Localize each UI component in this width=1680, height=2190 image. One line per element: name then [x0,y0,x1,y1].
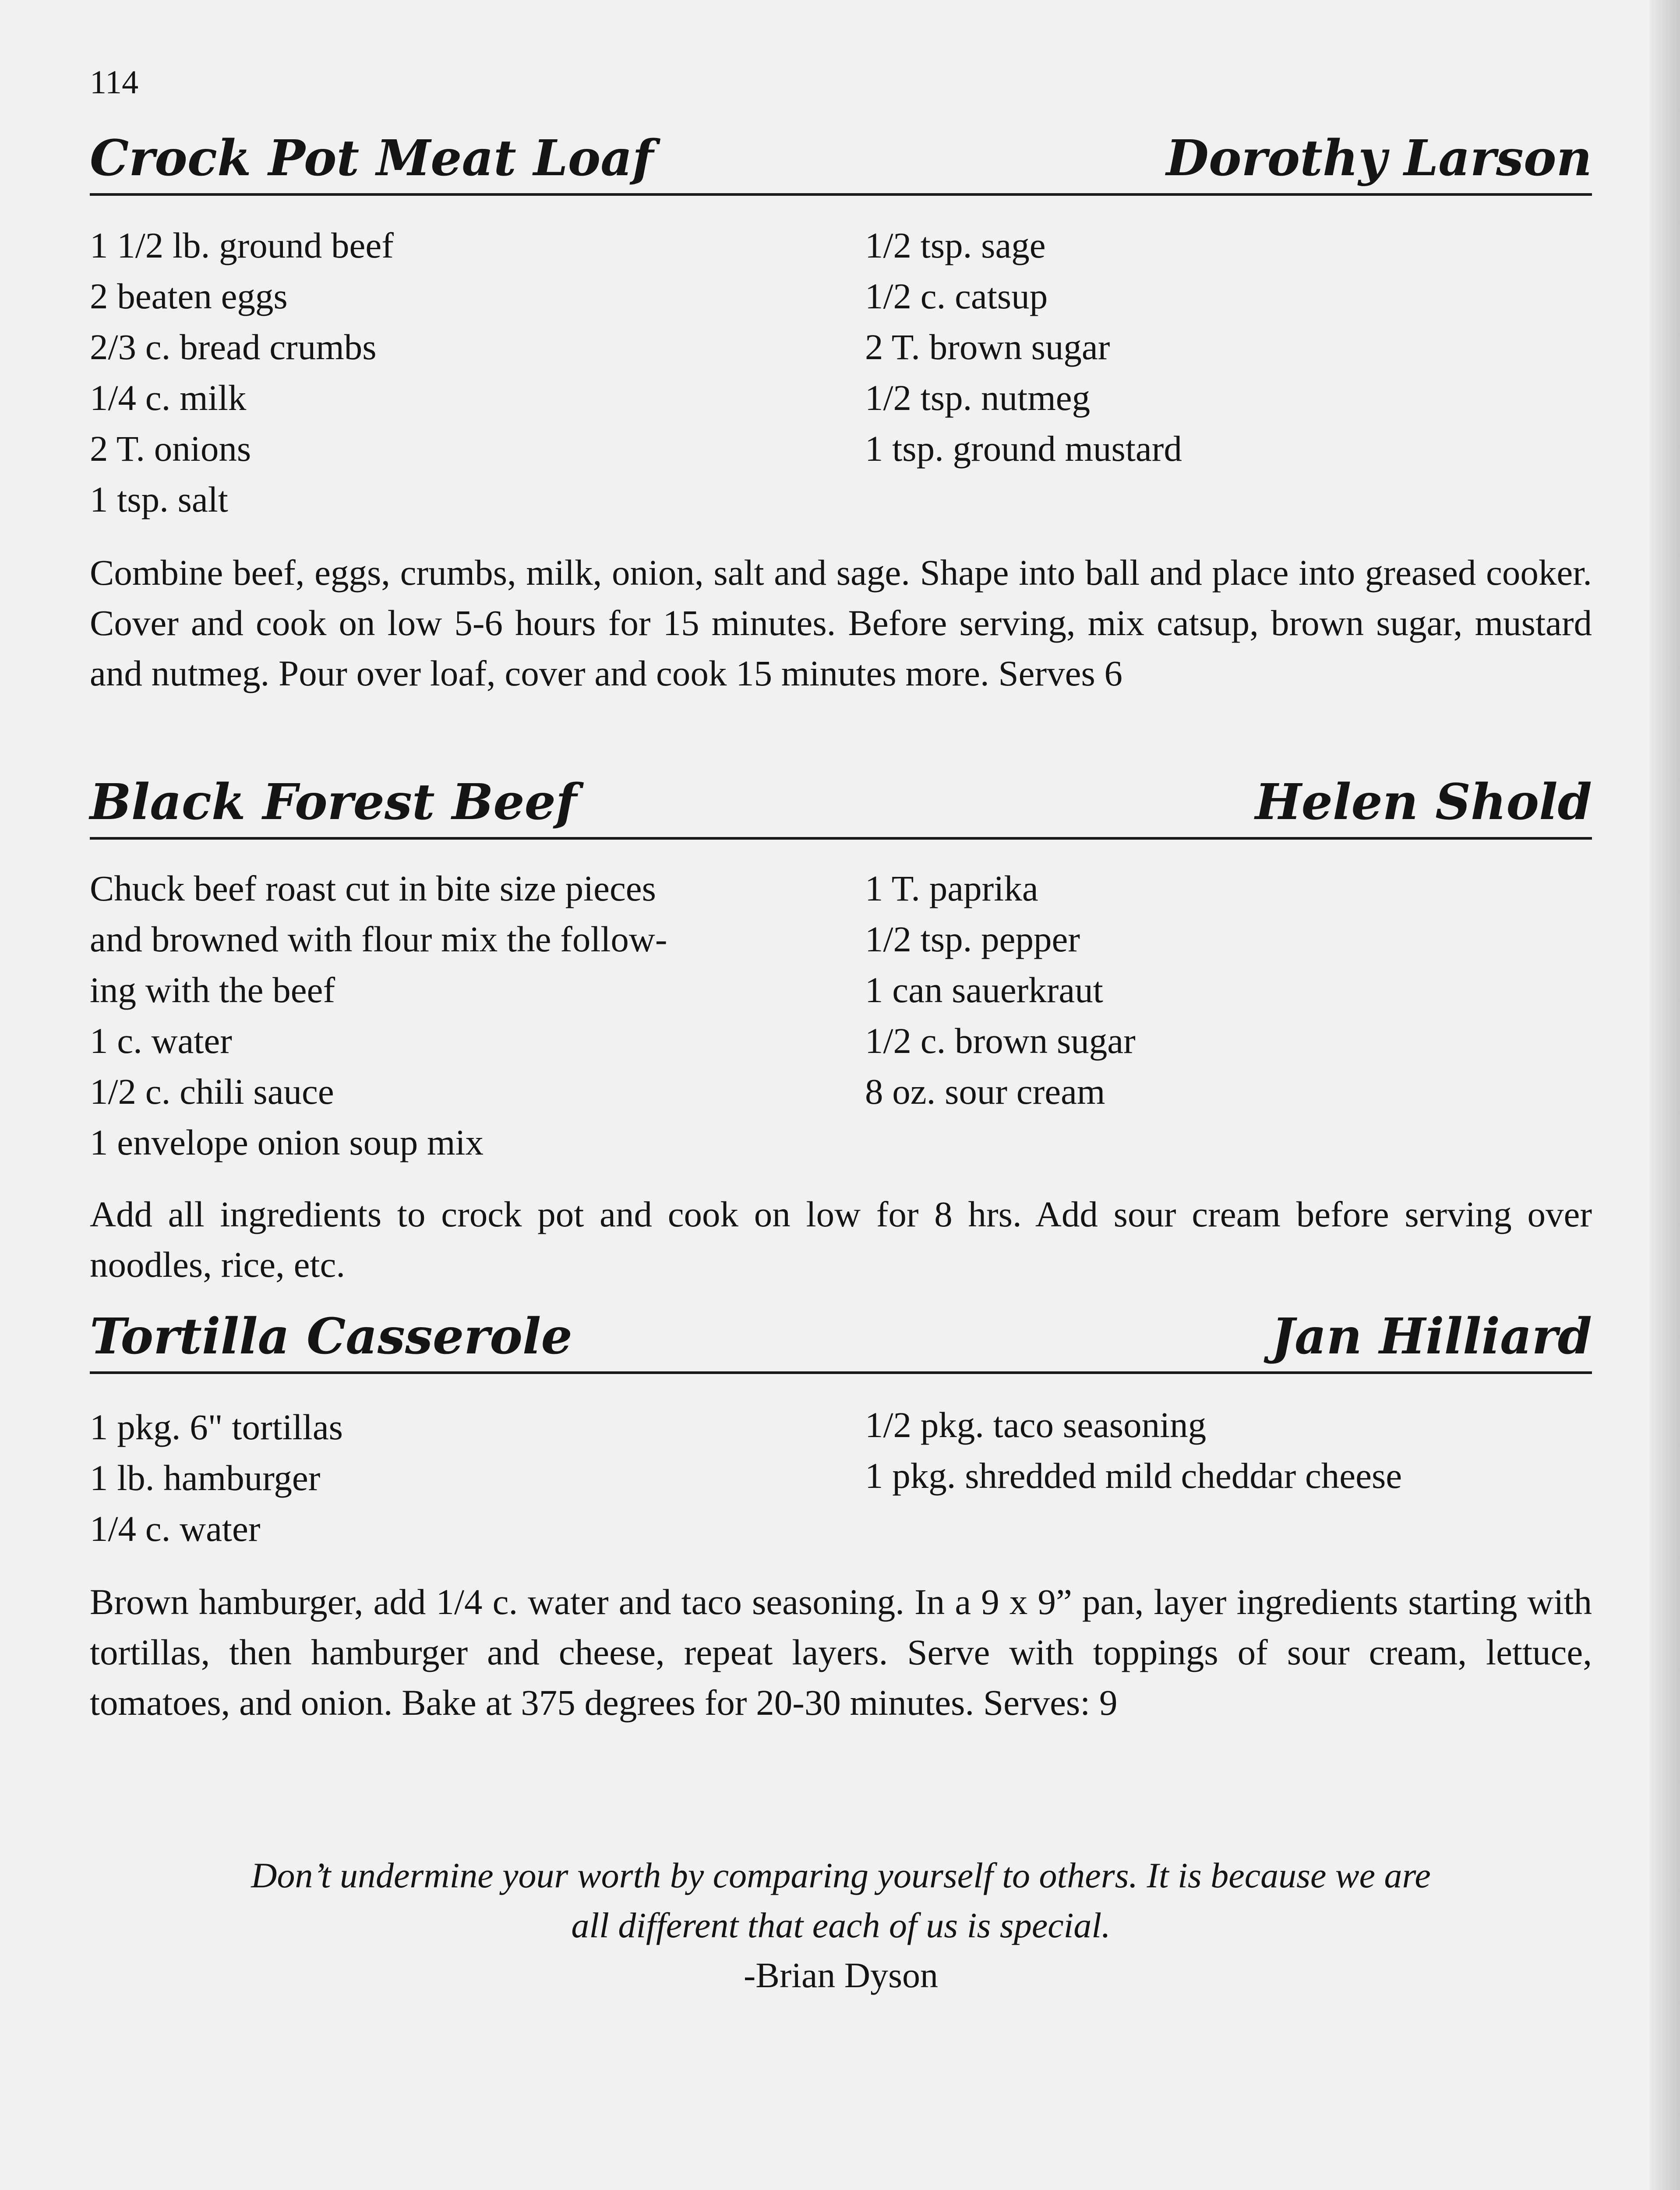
recipe-header-meat-loaf [90,131,1592,196]
quote-block [90,1851,1592,2000]
ingredient-item: 1 lb. hamburger [90,1458,321,1498]
recipe-author: Jan Hilliard [1271,1308,1592,1365]
ingredient-item: 1 tsp. ground mustard [865,428,1182,469]
ingredient-item: 1 T. paprika [865,868,1038,908]
recipe-instructions: Add all ingredients to crock pot and cook on low for 8 hrs. Add sour cream before serving over noodles, rice, etc. [90,1194,1592,1285]
ingredient-item: 8 oz. sour cream [865,1071,1105,1112]
recipe-author: Helen Shold [1255,774,1592,831]
page-edge-shadow [1649,0,1680,2190]
recipe-header-black-forest-beef [90,775,1592,840]
ingredients-left [90,220,394,525]
ingredients-right [865,220,1182,474]
ingredient-item: ing with the beef [90,970,335,1010]
ingredient-item: 1 pkg. 6" tortillas [90,1407,343,1447]
ingredient-item: 1/2 c. catsup [865,276,1048,316]
ingredient-item: 1 1/2 lb. ground beef [90,225,394,265]
recipe-title: Black Forest Beef [90,774,577,831]
ingredients-right [865,863,1136,1117]
recipe-instructions: Combine beef, eggs, crumbs, milk, onion, salt and sage. Shape into ball and place into greased cooker. Cover and cook on low 5-6 hours for 15 minutes. Before serving, mix catsup, brown sugar, mustard and nutmeg. Pour over loaf, cover and cook 15 minutes more. Serves 6 [90,552,1592,693]
ingredient-item: 2 beaten eggs [90,276,288,316]
ingredient-item: 1/2 c. brown sugar [865,1021,1136,1061]
ingredients-right [865,1399,1402,1501]
ingredient-item: 2/3 c. bread crumbs [90,327,377,367]
ingredient-item: 1 c. water [90,1021,232,1061]
quote-attribution: -Brian Dyson [743,1955,939,1995]
ingredient-item: 1 envelope onion soup mix [90,1122,484,1162]
ingredient-item: 1/2 pkg. taco seasoning [865,1405,1207,1445]
ingredient-item: 2 T. brown sugar [865,327,1110,367]
ingredient-item: 1 tsp. salt [90,479,228,519]
quote-line: Don’t undermine your worth by comparing yourself to others. It is because we are [251,1855,1431,1895]
ingredient-item: 2 T. onions [90,428,251,469]
quote-line: all different that each of us is special. [571,1905,1111,1945]
ingredient-item: 1/2 tsp. sage [865,225,1046,265]
ingredient-item: 1/2 c. chili sauce [90,1071,334,1112]
recipe-author: Dorothy Larson [1166,130,1592,187]
ingredients-left [90,863,667,1168]
recipe-title: Crock Pot Meat Loaf [90,130,654,187]
recipe-title: Tortilla Casserole [90,1308,572,1365]
ingredient-item: 1 can sauerkraut [865,970,1103,1010]
recipe-header-tortilla-casserole [90,1310,1592,1374]
ingredient-item: 1 pkg. shredded mild cheddar cheese [865,1455,1402,1496]
ingredient-item: 1/4 c. milk [90,378,247,418]
ingredients-left [90,1402,343,1554]
ingredient-item: 1/2 tsp. pepper [865,919,1080,959]
recipe-instructions: Brown hamburger, add 1/4 c. water and taco seasoning. In a 9 x 9” pan, layer ingredients starting with tortillas, then hamburger and cheese, repeat layers. Serve with toppings of sour cream, lettuce, tomatoes, and onion. Bake at 375 degrees for 20-30 minutes. Serves: 9 [90,1582,1592,1723]
ingredient-item: 1/4 c. water [90,1508,261,1549]
ingredient-item: Chuck beef roast cut in bite size pieces [90,868,656,908]
ingredient-item: and browned with flour mix the follow- [90,919,667,959]
ingredient-item: 1/2 tsp. nutmeg [865,378,1091,418]
page-number: 114 [90,64,139,101]
